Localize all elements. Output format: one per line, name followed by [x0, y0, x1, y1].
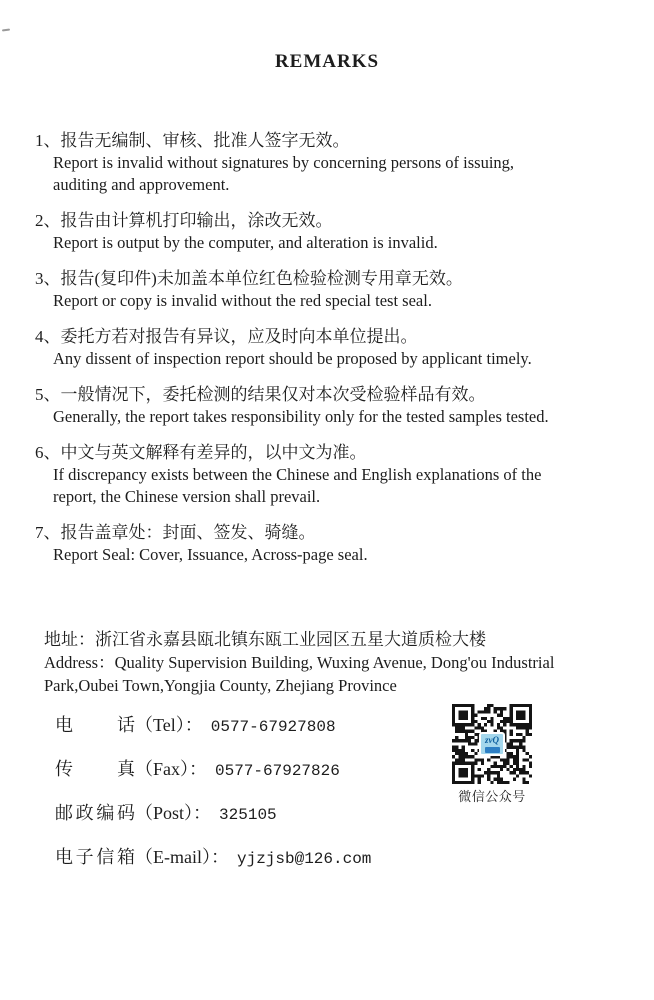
qr-logo-subband — [485, 747, 500, 753]
remark-number: 3、 — [35, 269, 61, 288]
contact-paren: （E-mail）： — [135, 847, 229, 867]
contact-paren: （Tel）： — [135, 715, 203, 735]
remark-en: report, the Chinese version shall prevail. — [53, 487, 321, 506]
remark-en: Report or copy is invalid without the red special test seal. — [53, 291, 432, 310]
contact-row-fax — [55, 757, 654, 783]
address-en: Address：Quality Supervision Building, Wuxing Avenue, Dong'ou Industrial — [44, 653, 555, 672]
address-block — [0, 628, 654, 697]
scan-artifact — [2, 28, 10, 31]
remark-zh-text: 报告由计算机打印输出，涂改无效。 — [60, 211, 333, 230]
contact-row-email — [55, 845, 654, 871]
remark-en: Report Seal: Cover, Issuance, Across-page seal. — [53, 545, 368, 564]
remark-item-6 — [0, 442, 654, 508]
remark-en: Report is output by the computer, and alteration is invalid. — [53, 233, 438, 252]
wechat-qr-block — [450, 704, 534, 805]
remark-item-1 — [0, 130, 654, 196]
contact-row-post — [55, 801, 654, 827]
remark-en: Generally, the report takes responsibility only for the tested samples tested. — [53, 407, 549, 426]
contacts-block — [0, 713, 654, 871]
contact-row-tel — [55, 713, 654, 739]
remark-zh — [0, 522, 654, 544]
contact-paren: （Post）： — [135, 803, 212, 823]
remark-zh-text: 中文与英文解释有差异的，以中文为准。 — [60, 443, 367, 462]
qr-caption: 微信公众号 — [458, 789, 526, 804]
remark-en: If discrepancy exists between the Chinese and English explanations of the — [53, 465, 542, 484]
contact-label: 电话 — [55, 715, 135, 735]
post-value: 325105 — [219, 806, 277, 824]
qr-code — [452, 704, 532, 784]
remark-item-3 — [0, 268, 654, 312]
page-title: REMARKS — [274, 51, 380, 72]
remark-zh — [0, 326, 654, 348]
remark-zh — [0, 130, 654, 152]
remark-number: 7、 — [35, 523, 61, 542]
remarks-list — [0, 130, 654, 566]
remark-number: 5、 — [35, 385, 61, 404]
qr-center-logo — [479, 732, 505, 756]
remark-zh — [0, 210, 654, 232]
remark-number: 1、 — [35, 131, 61, 150]
remark-zh-text: 报告盖章处：封面、签发、骑缝。 — [60, 523, 316, 542]
remark-number: 2、 — [35, 211, 61, 230]
contact-label: 邮政编码 — [55, 803, 135, 823]
remark-number: 6、 — [35, 443, 61, 462]
remark-number: 4、 — [35, 327, 61, 346]
remark-zh-text: 报告(复印件)未加盖本单位红色检验检测专用章无效。 — [60, 269, 463, 288]
contact-label: 电子信箱 — [55, 847, 135, 867]
remark-en: auditing and approvement. — [53, 175, 230, 194]
contact-label: 传真 — [55, 759, 135, 779]
address-zh: 地址：浙江省永嘉县瓯北镇东瓯工业园区五星大道质检大楼 — [44, 630, 486, 649]
remark-en: Report is invalid without signatures by concerning persons of issuing, — [53, 153, 515, 172]
remark-item-4 — [0, 326, 654, 370]
email-value: yjzjsb@126.com — [236, 850, 372, 868]
remark-item-2 — [0, 210, 654, 254]
remark-zh — [0, 268, 654, 290]
qr-logo-text: zvQ — [485, 734, 499, 745]
fax-value: 0577-67927826 — [215, 762, 340, 780]
remark-item-5 — [0, 384, 654, 428]
remark-zh-text: 一般情况下，委托检测的结果仅对本次受检验样品有效。 — [60, 385, 486, 404]
tel-value: 0577-67927808 — [210, 718, 336, 736]
remark-zh-text: 委托方若对报告有异议，应及时向本单位提出。 — [60, 327, 418, 346]
address-en: Park,Oubei Town,Yongjia County, Zhejiang Province — [44, 676, 397, 695]
remark-en: Any dissent of inspection report should be proposed by applicant timely. — [53, 349, 532, 368]
remark-zh-text: 报告无编制、审核、批准人签字无效。 — [60, 131, 350, 150]
remark-zh — [0, 384, 654, 406]
remark-item-7 — [0, 522, 654, 566]
contact-paren: （Fax）： — [135, 759, 207, 779]
remark-zh — [0, 442, 654, 464]
